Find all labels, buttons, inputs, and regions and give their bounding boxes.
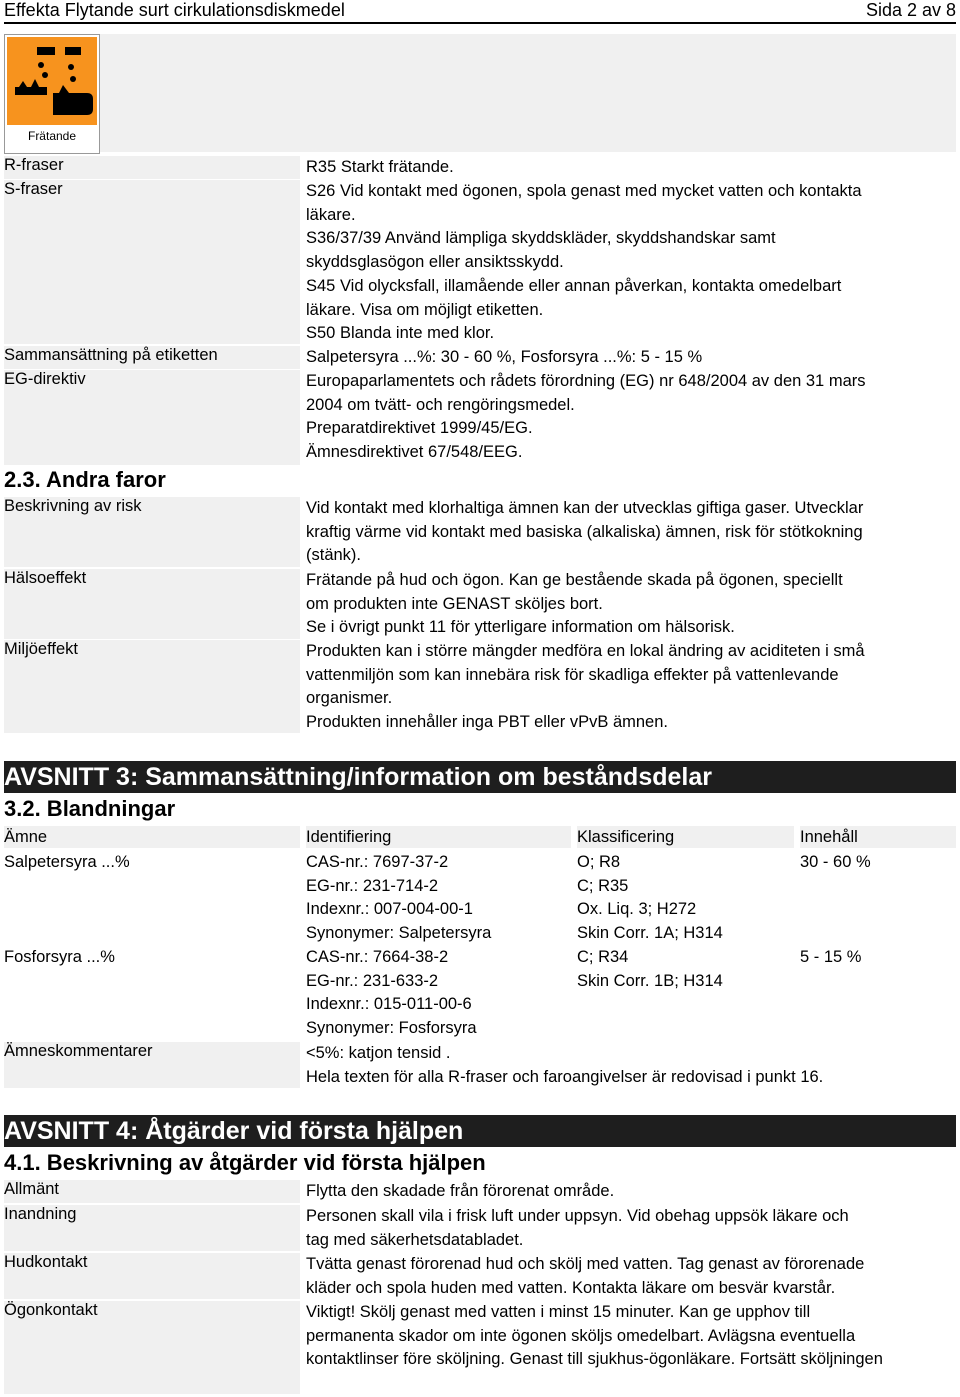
row-value xyxy=(306,1301,956,1372)
row-label: Inandning xyxy=(4,1205,300,1251)
section-2-3-heading: 2.3. Andra faror xyxy=(4,467,166,492)
row-label: Hälsoeffekt xyxy=(4,569,300,639)
text-line: läkare. Visa om möjligt etiketten. xyxy=(306,300,544,319)
substance-name: Fosforsyra ...% xyxy=(4,948,115,966)
text-line: Se i övrigt punkt 11 för ytterligare information om hälsorisk. xyxy=(306,618,735,637)
column-header-substance: Ämne xyxy=(4,826,300,848)
text-line: 2004 om tvätt- och rengöringsmedel. xyxy=(306,395,575,414)
pictogram-background xyxy=(100,34,956,152)
text-line: Personen skall vila i frisk luft under uppsyn. Vid obehag uppsök läkare och xyxy=(306,1207,849,1225)
text-line: läkare. xyxy=(306,205,356,224)
text-line: CAS-nr.: 7697-37-2 xyxy=(306,853,449,871)
row-value xyxy=(306,1042,956,1089)
row-label: Allmänt xyxy=(4,1180,300,1203)
row-value xyxy=(306,1205,956,1252)
text-line: S36/37/39 Använd lämpliga skyddskläder, skyddshandskar samt xyxy=(306,229,776,248)
row-value xyxy=(306,640,956,735)
text-line: Skin Corr. 1B; H314 xyxy=(577,971,723,990)
text-line: organismer. xyxy=(306,689,393,708)
pictogram-label: Frätande xyxy=(27,129,77,143)
row-label: Ämneskommentarer xyxy=(4,1042,300,1088)
text-line: kontaktlinser före sköljning. Genast till sjukhus-ögonläkare. Fortsätt sköljningen xyxy=(306,1350,883,1369)
substance-content: 5 - 15 % xyxy=(800,948,862,966)
text-line: kraftig värme vid kontakt med basiska (alkaliska) ämnen, risk för stötkokning xyxy=(306,522,863,541)
row-label: Sammansättning på etiketten xyxy=(4,346,300,369)
row-value xyxy=(306,1253,956,1300)
row-label: R-fraser xyxy=(4,156,300,179)
text-line: Ox. Liq. 3; H272 xyxy=(577,900,697,919)
text-line: (stänk). xyxy=(306,546,362,565)
text-line: Vid kontakt med klorhaltiga ämnen kan der utvecklas giftiga gaser. Utvecklar xyxy=(306,499,864,517)
row-label: EG-direktiv xyxy=(4,370,300,465)
text-line: Flytta den skadade från förorenat område. xyxy=(306,1182,615,1200)
text-line: Tvätta genast förorenad hud och skölj med vatten. Tag genast av förorenade xyxy=(306,1255,865,1273)
substance-content: 30 - 60 % xyxy=(800,853,871,871)
text-line: tag med säkerhetsdatabladet. xyxy=(306,1230,524,1249)
text-line: Hela texten för alla R-fraser och faroangivelser är redovisad i punkt 16. xyxy=(306,1067,824,1086)
text-line: EG-nr.: 231-633-2 xyxy=(306,971,439,990)
text-line: Frätande på hud och ögon. Kan ge bestående skada på ögonen, speciellt xyxy=(306,571,843,589)
row-value xyxy=(306,569,956,640)
text-line: CAS-nr.: 7664-38-2 xyxy=(306,948,449,966)
text-line: Ämnesdirektivet 67/548/EEG. xyxy=(306,443,523,462)
section-3-heading: AVSNITT 3: Sammansättning/information om beståndsdelar xyxy=(4,761,956,793)
text-line: Salpetersyra ...%: 30 - 60 %, Fosforsyra ...%: 5 - 15 % xyxy=(306,348,703,366)
row-value xyxy=(306,1180,956,1204)
row-value xyxy=(306,180,956,346)
text-line: S45 Vid olycksfall, illamående eller annan påverkan, kontakta omedelbart xyxy=(306,276,842,295)
substance-classification xyxy=(577,946,723,993)
row-value xyxy=(306,156,956,180)
text-line: om produkten inte GENAST sköljes bort. xyxy=(306,594,603,613)
row-label: S-fraser xyxy=(4,180,300,344)
row-label: Beskrivning av risk xyxy=(4,497,300,567)
text-line: S50 Blanda inte med klor. xyxy=(306,324,495,343)
corrosive-pictogram xyxy=(4,34,100,154)
text-line: S26 Vid kontakt med ögonen, spola genast med mycket vatten och kontakta xyxy=(306,182,862,200)
text-line: kläder och spola huden med vatten. Kontakta läkare om besvär kvarstår. xyxy=(306,1278,836,1297)
text-line: Indexnr.: 015-011-00-6 xyxy=(306,995,472,1014)
page-number: Sida 2 av 8 xyxy=(865,0,956,20)
text-line: Produkten innehåller inga PBT eller vPvB ämnen. xyxy=(306,713,668,732)
text-line: O; R8 xyxy=(577,853,621,871)
substance-classification xyxy=(577,851,723,946)
text-line: <5%: katjon tensid . xyxy=(306,1044,451,1062)
column-header-identification: Identifiering xyxy=(306,826,571,848)
section-3-2-heading: 3.2. Blandningar xyxy=(4,796,176,821)
text-line: vattenmiljön som kan innebära risk för skadliga effekter på vattenlevande xyxy=(306,665,839,684)
text-line: Produkten kan i större mängder medföra en lokal ändring av aciditeten i små xyxy=(306,642,865,660)
document-title: Effekta Flytande surt cirkulationsdiskmedel xyxy=(4,0,345,20)
text-line: C; R35 xyxy=(577,876,629,895)
text-line: C; R34 xyxy=(577,948,629,966)
row-label: Miljöeffekt xyxy=(4,640,300,733)
page-header xyxy=(4,0,956,24)
row-value xyxy=(306,497,956,568)
text-line: Indexnr.: 007-004-00-1 xyxy=(306,900,473,919)
column-header-classification: Klassificering xyxy=(577,826,794,848)
substance-name: Salpetersyra ...% xyxy=(4,853,130,871)
corrosive-pictogram-icon xyxy=(7,37,97,125)
text-line: Synonymer: Fosforsyra xyxy=(306,1019,477,1038)
text-line: Synonymer: Salpetersyra xyxy=(306,924,492,943)
text-line: EG-nr.: 231-714-2 xyxy=(306,876,439,895)
section-4-heading: AVSNITT 4: Åtgärder vid första hjälpen xyxy=(4,1115,956,1147)
text-line: Viktigt! Skölj genast med vatten i minst 15 minuter. Kan ge upphov till xyxy=(306,1303,811,1321)
text-line: skyddsglasögon eller ansiktsskydd. xyxy=(306,253,564,272)
column-header-content: Innehåll xyxy=(800,826,956,848)
row-label: Ögonkontakt xyxy=(4,1301,300,1394)
text-line: permanenta skador om inte ögonen sköljs omedelbart. Avlägsna eventuella xyxy=(306,1326,856,1345)
substance-identification xyxy=(306,946,477,1041)
text-line: Preparatdirektivet 1999/45/EG. xyxy=(306,419,533,438)
text-line: Skin Corr. 1A; H314 xyxy=(577,924,723,943)
substance-identification xyxy=(306,851,491,946)
text-line: R35 Starkt frätande. xyxy=(306,158,454,176)
row-value xyxy=(306,370,956,465)
row-value xyxy=(306,346,956,370)
text-line: Europaparlamentets och rådets förordning (EG) nr 648/2004 av den 31 mars xyxy=(306,372,866,390)
row-label: Hudkontakt xyxy=(4,1253,300,1299)
section-4-1-heading: 4.1. Beskrivning av åtgärder vid första hjälpen xyxy=(4,1150,486,1175)
